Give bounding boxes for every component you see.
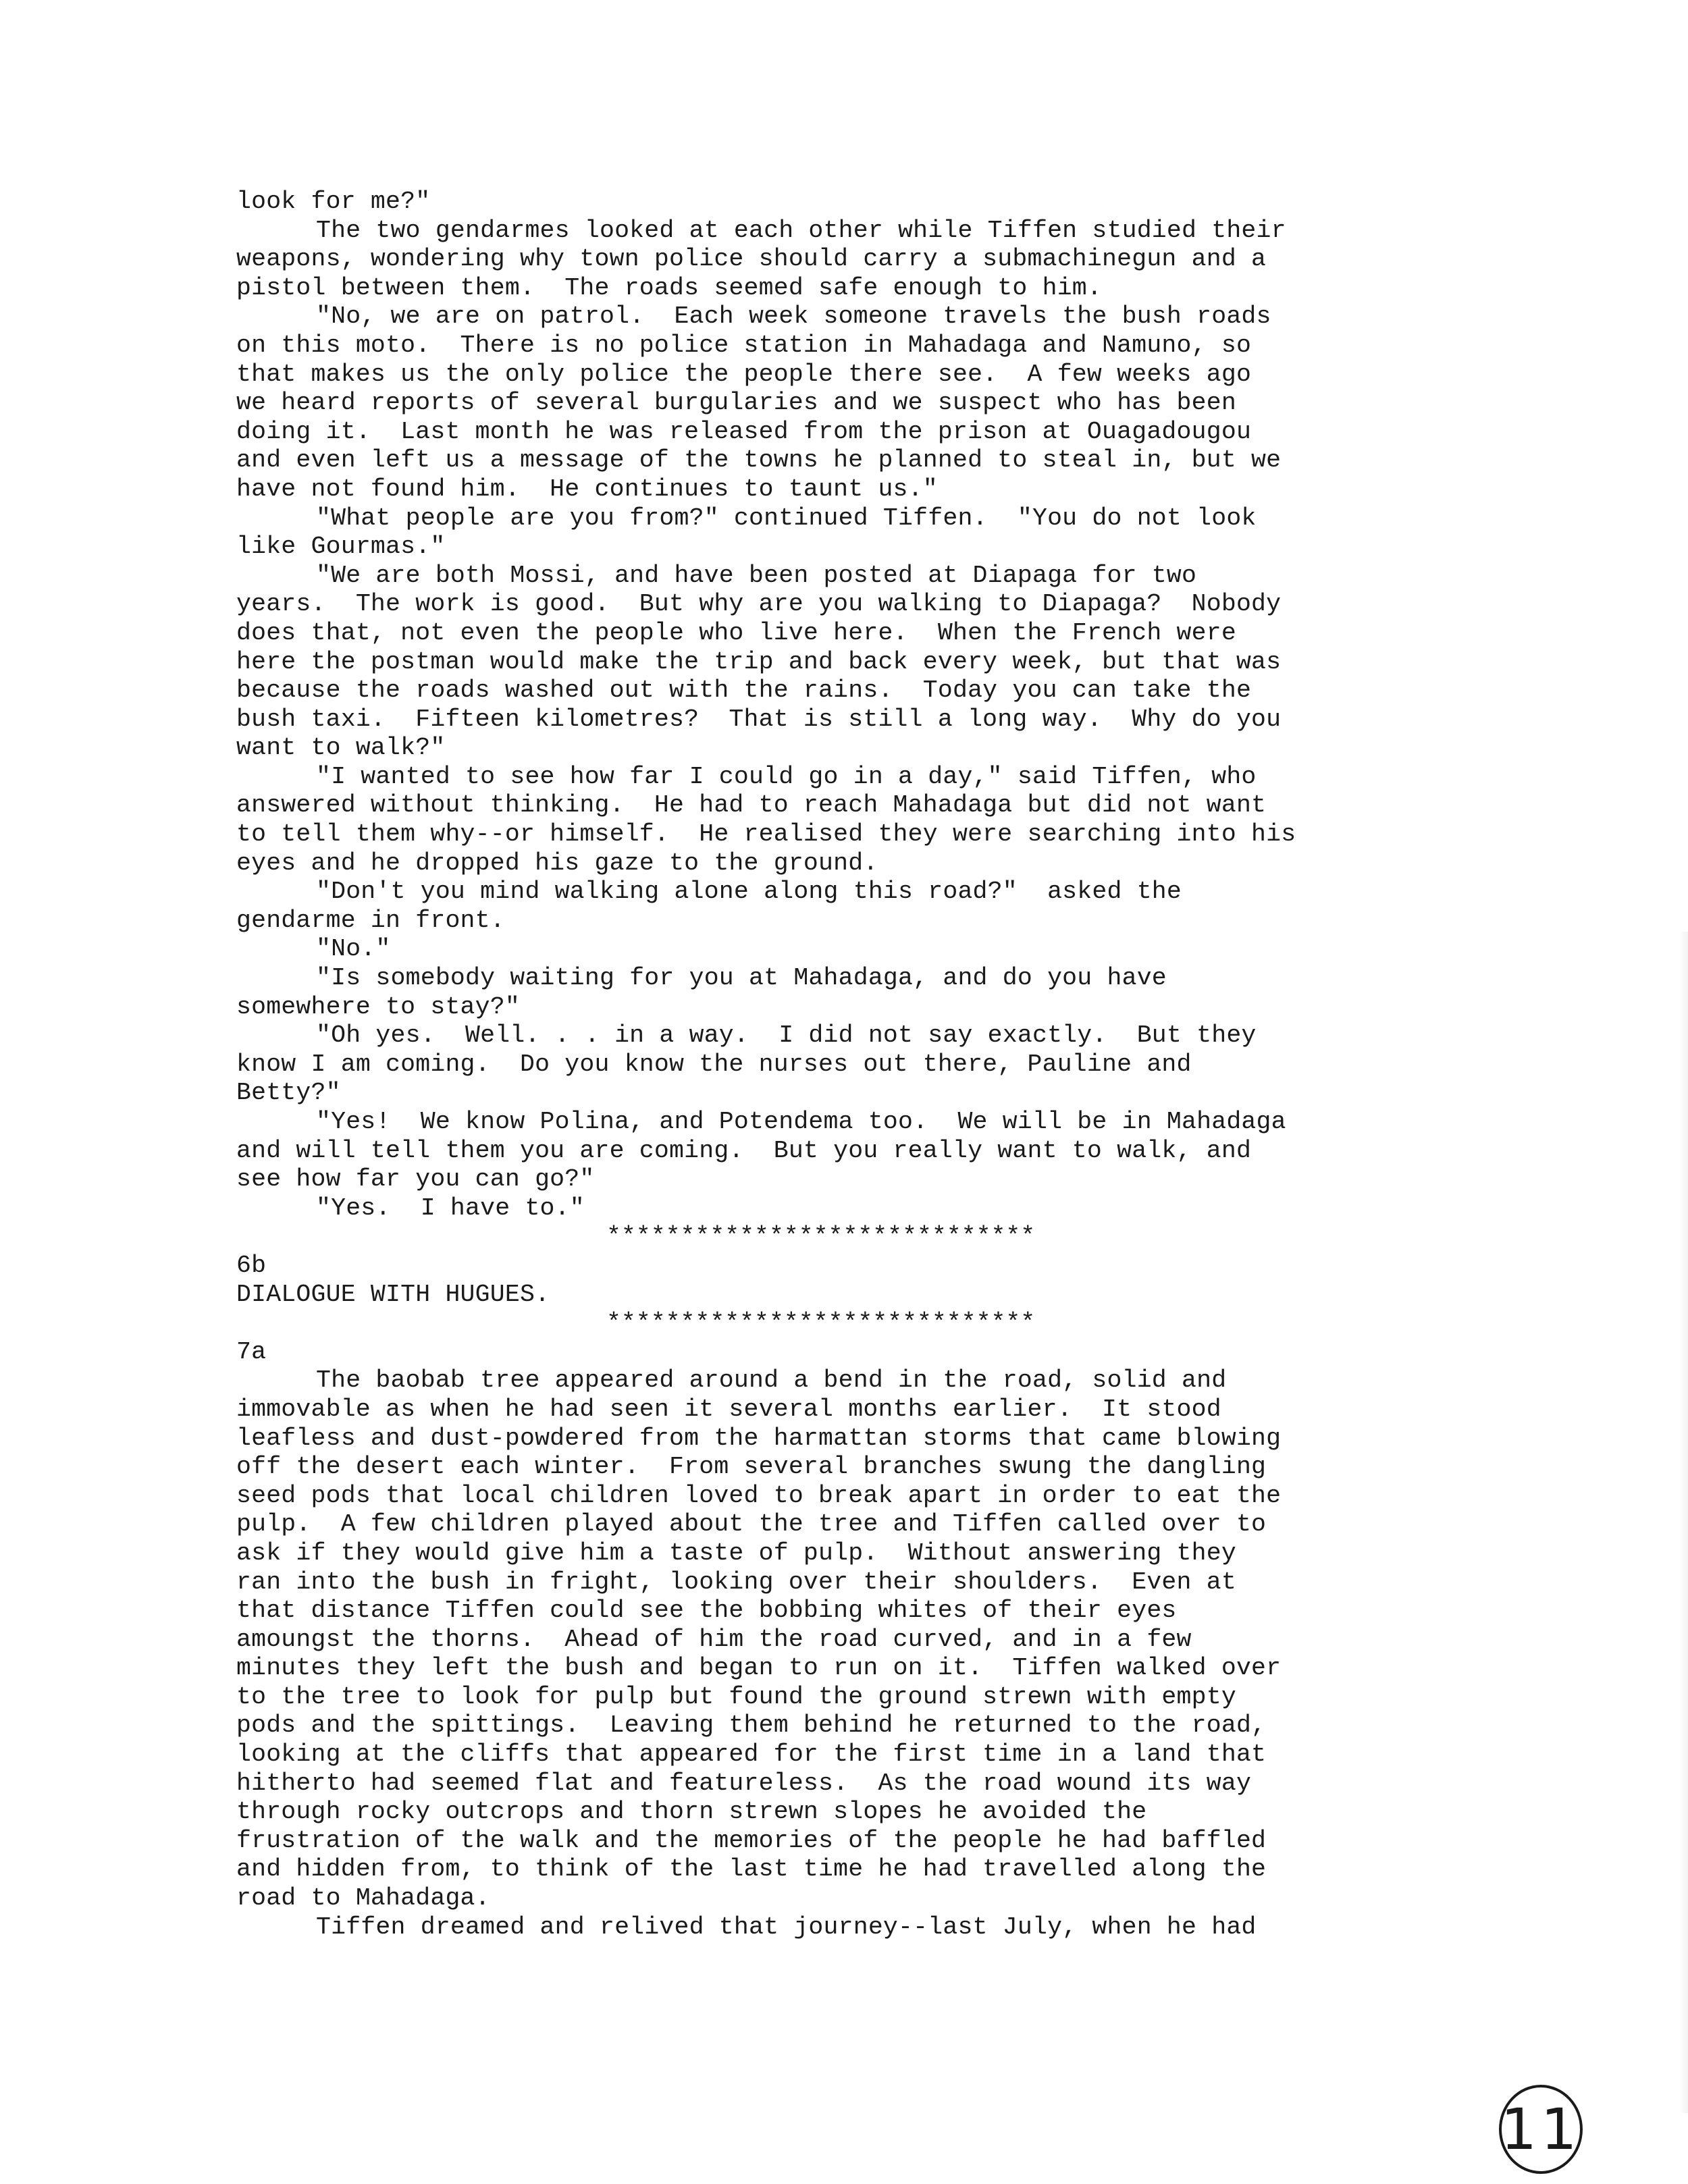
text-line: "Yes! We know Polina, and Potendema too. We will be in Mahadaga (316, 1108, 1286, 1136)
text-line: minutes they left the bush and began to run on it. Tiffen walked over (236, 1654, 1282, 1682)
text-line: and even left us a message of the towns he planned to steal in, but we (236, 446, 1282, 475)
text-line: does that, not even the people who live here. When the French were (236, 618, 1236, 647)
text-line: bush taxi. Fifteen kilometres? That is still a long way. Why do you (236, 705, 1282, 733)
text-line: weapons, wondering why town police should carry a submachinegun and a (236, 245, 1267, 273)
text-line: "I wanted to see how far I could go in a day," said Tiffen, who (316, 762, 1257, 791)
text-line: 7a (236, 1337, 267, 1366)
text-line: somewhere to stay?" (236, 992, 520, 1021)
text-line: ran into the bush in fright, looking over their shoulders. Even at (236, 1568, 1236, 1596)
text-line: leafless and dust-powdered from the harmattan storms that came blowing (236, 1424, 1282, 1452)
text-line: doing it. Last month he was released from the prison at Ouagadougou (236, 417, 1252, 446)
text-line: to tell them why--or himself. He realised they were searching into his (236, 820, 1296, 849)
text-line: pulp. A few children played about the tree and Tiffen called over to (236, 1510, 1267, 1539)
section-separator: ***************************** (606, 1309, 1036, 1337)
text-line: here the postman would make the trip and back every week, but that was (236, 647, 1282, 676)
text-line: and hidden from, to think of the last time he had travelled along the (236, 1855, 1267, 1884)
text-line: road to Mahadaga. (236, 1884, 490, 1913)
text-line: "Don't you mind walking alone along this road?" asked the (316, 878, 1182, 906)
text-line: know I am coming. Do you know the nurses out there, Pauline and (236, 1050, 1192, 1078)
text-line: "Oh yes. Well. . . in a way. I did not say exactly. But they (316, 1021, 1257, 1050)
text-line: years. The work is good. But why are you walking to Diapaga? Nobody (236, 590, 1282, 618)
section-separator: ***************************** (606, 1223, 1036, 1251)
text-line: The two gendarmes looked at each other while Tiffen studied their (316, 216, 1286, 244)
text-line: "No." (316, 935, 391, 963)
text-line: amoungst the thorns. Ahead of him the road curved, and in a few (236, 1625, 1192, 1653)
text-line: Betty?" (236, 1079, 341, 1107)
text-line: DIALOGUE WITH HUGUES. (236, 1280, 550, 1308)
text-line: frustration of the walk and the memories of the people he had baffled (236, 1826, 1267, 1855)
text-line: look for me?" (236, 188, 431, 215)
text-line: "We are both Mossi, and have been posted at Diapaga for two (316, 561, 1197, 589)
text-line: "Is somebody waiting for you at Mahadaga, and do you have (316, 964, 1167, 992)
scan-edge-shadow (1680, 932, 1688, 2113)
handwritten-page-number: 11 (1499, 2085, 1583, 2174)
text-line: Tiffen dreamed and relived that journey--last July, when he had (316, 1913, 1257, 1941)
text-line: looking at the cliffs that appeared for the first time in a land that (236, 1740, 1267, 1769)
text-line: hitherto had seemed flat and featureless. As the road wound its way (236, 1769, 1252, 1797)
text-line: like Gourmas." (236, 533, 446, 561)
text-line: that makes us the only police the people there see. A few weeks ago (236, 360, 1252, 388)
text-line: see how far you can go?" (236, 1165, 595, 1194)
text-line: pistol between them. The roads seemed safe enough to him. (236, 273, 1103, 302)
text-line: have not found him. He continues to taunt us." (236, 475, 938, 503)
text-line: on this moto. There is no police station in Mahadaga and Namuno, so (236, 331, 1252, 359)
text-line: 6b (236, 1251, 267, 1279)
text-line: "No, we are on patrol. Each week someone travels the bush roads (316, 302, 1271, 331)
text-line: pods and the spittings. Leaving them behind he returned to the road, (236, 1711, 1267, 1740)
text-line: eyes and he dropped his gaze to the ground. (236, 849, 878, 877)
manuscript-text (236, 188, 1452, 1942)
text-line: answered without thinking. He had to reach Mahadaga but did not want (236, 791, 1267, 820)
text-line: off the desert each winter. From several branches swung the dangling (236, 1453, 1267, 1481)
text-line: and will tell them you are coming. But you really want to walk, and (236, 1136, 1252, 1165)
text-line: seed pods that local children loved to break apart in order to eat the (236, 1481, 1282, 1510)
text-line: because the roads washed out with the rains. Today you can take the (236, 676, 1252, 705)
text-line: "What people are you from?" continued Tiffen. "You do not look (316, 504, 1257, 532)
text-line: ask if they would give him a taste of pulp. Without answering they (236, 1539, 1236, 1567)
text-line: "Yes. I have to." (316, 1194, 585, 1222)
text-line: The baobab tree appeared around a bend in the road, solid and (316, 1366, 1227, 1395)
text-line: want to walk?" (236, 734, 446, 762)
text-line: that distance Tiffen could see the bobbing whites of their eyes (236, 1597, 1177, 1625)
text-line: gendarme in front. (236, 906, 505, 934)
text-line: we heard reports of several burgularies and we suspect who has been (236, 389, 1236, 417)
text-line: immovable as when he had seen it several months earlier. It stood (236, 1395, 1221, 1423)
text-line: through rocky outcrops and thorn strewn slopes he avoided the (236, 1798, 1147, 1826)
text-line: to the tree to look for pulp but found the ground strewn with empty (236, 1682, 1236, 1711)
